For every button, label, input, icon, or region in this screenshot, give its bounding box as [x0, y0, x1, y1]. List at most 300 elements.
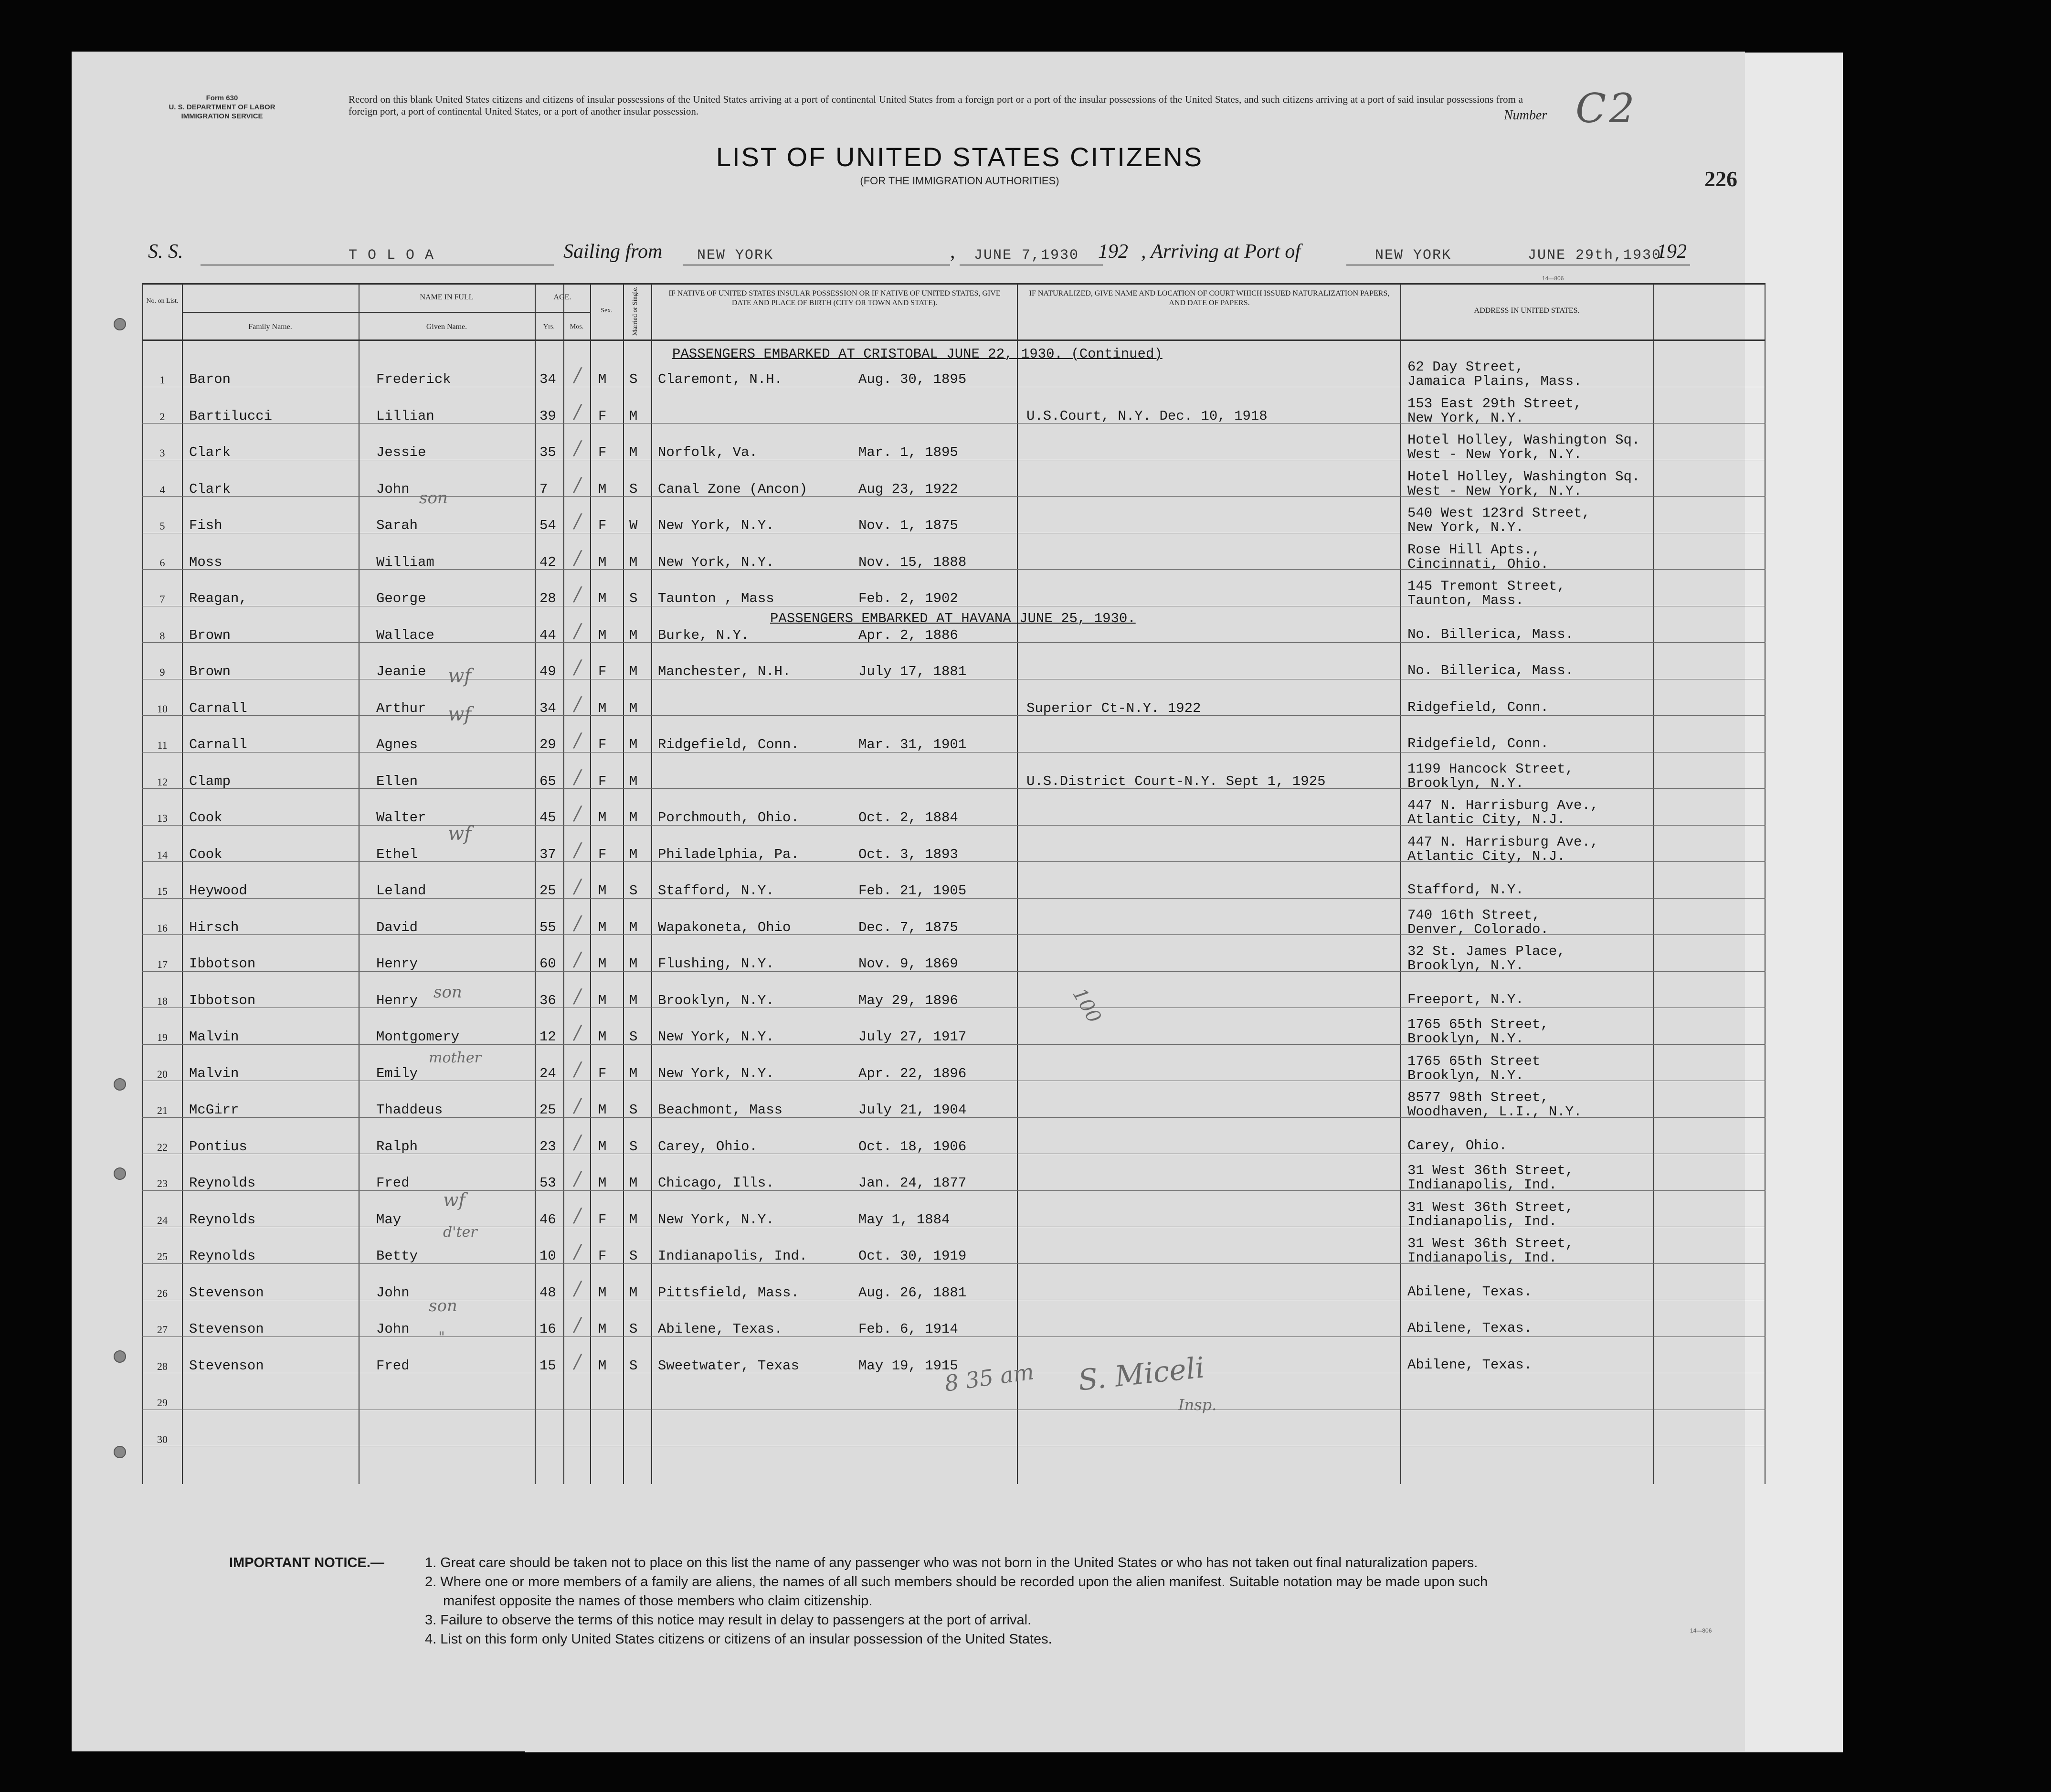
row-number: 11 — [157, 739, 168, 751]
row-number: 26 — [157, 1287, 168, 1299]
row-number: 8 — [159, 629, 165, 642]
check-mark: / — [574, 547, 581, 569]
birth-date-cell: Feb. 2, 1902 — [858, 591, 958, 606]
sex-cell: F — [598, 518, 607, 533]
sex-cell: M — [598, 481, 607, 497]
age-years-cell: 25 — [539, 1102, 556, 1118]
sex-cell: M — [598, 1138, 607, 1155]
birth-place-cell: Beachmont, Mass — [658, 1102, 783, 1118]
printer-mark-top: 14—806 — [1542, 275, 1564, 282]
binding-hole — [114, 1078, 126, 1091]
birth-date-cell: Feb. 6, 1914 — [858, 1321, 958, 1337]
page-number: 226 — [1704, 167, 1737, 191]
page-subtitle: (FOR THE IMMIGRATION AUTHORITIES) — [860, 175, 1059, 187]
address-line-2: Atlantic City, N.J. — [1407, 848, 1565, 864]
birth-place-cell: Manchester, N.H. — [658, 664, 791, 679]
birth-date-cell: May 1, 1884 — [858, 1211, 950, 1228]
birth-place-cell: Pittsfield, Mass. — [658, 1284, 799, 1301]
address-line-2: Brooklyn, N.Y. — [1407, 1067, 1524, 1083]
address-line-1: 32 St. James Place, — [1407, 944, 1565, 959]
sex-cell: F — [598, 1065, 607, 1082]
col-rule — [651, 283, 652, 1484]
col-rule — [1400, 283, 1401, 1484]
header-naturalized: IF NATURALIZED, GIVE NAME AND LOCATION OF COURT WHICH ISSUED NATURALIZATION PAPERS, AND DATE OF PAPERS. — [1029, 289, 1390, 307]
sex-cell: M — [598, 810, 607, 826]
age-years-cell: 55 — [539, 919, 556, 935]
age-years-cell: 60 — [539, 956, 556, 972]
arrival-date: JUNE 29th,1930 — [1528, 247, 1662, 264]
binding-hole — [114, 1350, 126, 1363]
age-years-cell: 37 — [539, 846, 556, 862]
check-mark: / — [574, 730, 581, 752]
given-name-cell: Fred — [376, 1175, 410, 1191]
marital-status-cell: M — [629, 627, 638, 643]
address-line-2: Woodhaven, L.I., N.Y. — [1407, 1104, 1582, 1120]
section-cristobal: PASSENGERS EMBARKED AT CRISTOBAL JUNE 22, 1930. (Continued) — [672, 346, 1163, 362]
age-years-cell: 46 — [539, 1211, 556, 1228]
header-months: Mos. — [570, 323, 584, 330]
age-years-cell: 36 — [539, 992, 556, 1008]
address-line-1: No. Billerica, Mass. — [1407, 626, 1574, 642]
birth-date-cell: July 17, 1881 — [858, 664, 967, 679]
birth-place-cell: Porchmouth, Ohio. — [658, 810, 799, 826]
birth-date-cell: Apr. 2, 1886 — [858, 627, 958, 643]
given-name-cell: Ethel — [376, 846, 418, 862]
marital-status-cell: S — [629, 1357, 638, 1374]
address-line-1: Ridgefield, Conn. — [1407, 699, 1549, 715]
service-name: IMMIGRATION SERVICE — [181, 112, 263, 120]
row-number: 4 — [159, 483, 165, 496]
address-line-2: Brooklyn, N.Y. — [1407, 958, 1524, 974]
family-name-cell: Moss — [189, 554, 222, 570]
age-years-cell: 24 — [539, 1065, 556, 1082]
marital-status-cell: M — [629, 1065, 638, 1082]
given-name-cell: John — [376, 1321, 410, 1337]
family-name-cell: Brown — [189, 627, 231, 643]
note-son: son — [429, 1296, 457, 1315]
notice-label: IMPORTANT NOTICE.— — [229, 1555, 384, 1570]
age-years-cell: 54 — [539, 518, 556, 533]
col-rule — [590, 283, 591, 1484]
check-mark: / — [574, 1168, 581, 1190]
check-mark: / — [574, 985, 581, 1007]
notice-item-4: 4. List on this form only United States citizens or citizens of an insular possession of the United States. — [425, 1632, 1052, 1647]
age-years-cell: 53 — [539, 1175, 556, 1191]
family-name-cell: Brown — [189, 664, 231, 679]
row-number: 20 — [157, 1068, 168, 1080]
name-subheader-rule — [182, 312, 535, 313]
age-years-cell: 16 — [539, 1321, 556, 1337]
family-name-cell: Hirsch — [189, 919, 239, 935]
note-son: son — [433, 983, 462, 1002]
age-years-cell: 45 — [539, 810, 556, 826]
row-number: 1 — [159, 374, 165, 386]
note-daughter: d'ter — [443, 1224, 477, 1241]
marital-status-cell: W — [629, 518, 638, 533]
birth-date-cell: Oct. 18, 1906 — [858, 1138, 967, 1155]
family-name-cell: Reynolds — [189, 1211, 256, 1228]
given-name-cell: Thaddeus — [376, 1102, 443, 1118]
check-mark: / — [574, 803, 581, 825]
given-name-cell: George — [376, 591, 426, 606]
col-rule — [142, 283, 143, 1484]
row-number: 18 — [157, 995, 168, 1007]
sex-cell: F — [598, 445, 607, 460]
header-address: ADDRESS IN UNITED STATES. — [1474, 307, 1580, 315]
family-name-cell: Stevenson — [189, 1357, 264, 1374]
marital-status-cell: M — [629, 773, 638, 789]
age-years-cell: 29 — [539, 737, 556, 753]
birth-date-cell: May 29, 1896 — [858, 992, 958, 1008]
birth-date-cell: Nov. 1, 1875 — [858, 518, 958, 533]
check-mark: / — [574, 1277, 581, 1300]
age-years-cell: 65 — [539, 773, 556, 789]
sex-cell: F — [598, 773, 607, 789]
comma-1: , — [950, 241, 955, 263]
marital-status-cell: M — [629, 1284, 638, 1301]
row-number: 7 — [159, 593, 165, 605]
check-mark: / — [574, 1314, 581, 1336]
marital-status-cell: M — [629, 846, 638, 862]
sex-cell: F — [598, 664, 607, 679]
header-top-rule — [142, 283, 1766, 285]
notice-item-2: 2. Where one or more members of a family are aliens, the names of all such members should be recorded upon the alien manifest. Suitable notation may be made upon such — [425, 1574, 1488, 1590]
check-mark: / — [574, 1022, 581, 1044]
col-rule — [1653, 283, 1654, 1484]
age-years-cell: 12 — [539, 1029, 556, 1045]
sex-cell: F — [598, 1248, 607, 1264]
birth-place-cell: Claremont, N.H. — [658, 371, 783, 387]
sex-cell: F — [598, 737, 607, 753]
check-mark: / — [574, 437, 581, 459]
birth-place-cell: Philadelphia, Pa. — [658, 846, 799, 862]
family-name-cell: Clamp — [189, 773, 231, 789]
family-name-cell: Reagan, — [189, 591, 247, 606]
sex-cell: M — [598, 956, 607, 972]
birth-date-cell: Aug 23, 1922 — [858, 481, 958, 497]
check-mark: / — [574, 583, 581, 605]
header-married-single: Married or Single. — [632, 286, 639, 336]
col-rule — [623, 283, 624, 1484]
birth-date-cell: Nov. 9, 1869 — [858, 956, 958, 972]
given-name-cell: Jessie — [376, 445, 426, 460]
header-birth: IF NATIVE OF UNITED STATES INSULAR POSSESSION OR IF NATIVE OF UNITED STATES, GIVE DATE AND PLACE OF BIRTH (CITY OR TOWN AND STATE). — [668, 289, 1001, 307]
birth-place-cell: New York, N.Y. — [658, 1211, 774, 1228]
birth-place-cell: Taunton , Mass — [658, 591, 774, 606]
address-line-2: Jamaica Plains, Mass. — [1407, 373, 1582, 389]
birth-place-cell: Canal Zone (Ancon) — [658, 481, 808, 497]
given-name-cell: Montgomery — [376, 1029, 460, 1045]
sex-cell: M — [598, 883, 607, 899]
age-years-cell: 42 — [539, 554, 556, 570]
header-sex: Sex. — [601, 307, 613, 314]
address-line-1: 153 East 29th Street, — [1407, 395, 1582, 412]
list-number-handwritten: C2 — [1575, 85, 1638, 132]
birth-date-cell: Apr. 22, 1896 — [858, 1065, 967, 1082]
row-number: 14 — [157, 848, 168, 861]
marital-status-cell: M — [629, 664, 638, 679]
given-name-cell: Betty — [376, 1248, 418, 1264]
address-line-2: Indianapolis, Ind. — [1407, 1177, 1557, 1193]
family-name-cell: Clark — [189, 481, 231, 497]
arrival-port: NEW YORK — [1375, 247, 1452, 264]
sex-cell: M — [598, 992, 607, 1008]
family-name-cell: Malvin — [189, 1029, 239, 1045]
sex-cell: M — [598, 1102, 607, 1118]
check-mark: / — [574, 474, 581, 496]
birth-date-cell: Jan. 24, 1877 — [858, 1175, 967, 1191]
address-line-1: 540 West 123rd Street, — [1407, 505, 1590, 521]
sailing-from-label: Sailing from — [563, 241, 663, 263]
age-years-cell: 23 — [539, 1138, 556, 1155]
sex-cell: M — [598, 1357, 607, 1374]
given-name-cell: Fred — [376, 1357, 410, 1374]
address-line-1: Carey, Ohio. — [1407, 1137, 1507, 1154]
row-number: 3 — [159, 447, 165, 459]
header-family-name: Family Name. — [248, 323, 292, 331]
header-age: AGE. — [553, 293, 571, 301]
sailing-date: JUNE 7,1930 — [974, 247, 1079, 264]
ss-label: S. S. — [148, 241, 183, 263]
row-number: 24 — [157, 1214, 168, 1226]
check-mark: / — [574, 657, 581, 679]
family-name-cell: Pontius — [189, 1138, 247, 1155]
naturalization-court-cell: Superior Ct-N.Y. 1922 — [1026, 700, 1201, 716]
birth-place-cell: Flushing, N.Y. — [658, 956, 774, 972]
age-years-cell: 34 — [539, 700, 556, 716]
section-havana: PASSENGERS EMBARKED AT HAVANA JUNE 25, 1930. — [770, 611, 1136, 626]
given-name-cell: Walter — [376, 810, 426, 826]
birth-date-cell: Feb. 21, 1905 — [858, 883, 967, 899]
birth-place-cell: Brooklyn, N.Y. — [658, 992, 774, 1008]
sex-cell: M — [598, 1284, 607, 1301]
given-name-cell: Sarah — [376, 518, 418, 533]
address-line-2: Brooklyn, N.Y. — [1407, 1031, 1524, 1047]
marital-status-cell: M — [629, 445, 638, 460]
birth-place-cell: New York, N.Y. — [658, 518, 774, 533]
address-line-1: Hotel Holley, Washington Sq. — [1407, 432, 1640, 448]
address-line-1: 145 Tremont Street, — [1407, 578, 1565, 594]
marital-status-cell: M — [629, 408, 638, 424]
col-rule — [182, 283, 183, 1484]
given-name-cell: Frederick — [376, 371, 451, 387]
given-name-cell: Henry — [376, 956, 418, 972]
age-years-cell: 10 — [539, 1248, 556, 1264]
sex-cell: M — [598, 919, 607, 935]
family-name-cell: McGirr — [189, 1102, 239, 1118]
given-name-cell: David — [376, 919, 418, 935]
row-number: 15 — [157, 885, 168, 897]
sex-cell: M — [598, 700, 607, 716]
address-line-2: Taunton, Mass. — [1407, 593, 1524, 608]
birth-date-cell: Nov. 15, 1888 — [858, 554, 967, 570]
row-number: 10 — [157, 702, 168, 715]
address-line-2: New York, N.Y. — [1407, 520, 1524, 535]
family-name-cell: Stevenson — [189, 1284, 264, 1301]
address-line-1: Rose Hill Apts., — [1407, 541, 1541, 558]
row-number: 21 — [157, 1104, 168, 1116]
note-wife: wf — [448, 665, 472, 687]
birth-place-cell: Wapakoneta, Ohio — [658, 919, 791, 935]
address-line-1: Ridgefield, Conn. — [1407, 736, 1549, 752]
naturalization-court-cell: U.S.District Court-N.Y. Sept 1, 1925 — [1026, 773, 1326, 789]
marital-status-cell: S — [629, 1248, 638, 1264]
age-years-cell: 34 — [539, 371, 556, 387]
given-name-cell: Ralph — [376, 1138, 418, 1155]
ship-name: T O L O A — [349, 247, 435, 264]
address-line-2: New York, N.Y. — [1407, 410, 1524, 426]
row-number: 5 — [159, 520, 165, 532]
check-mark: / — [574, 876, 581, 898]
sex-cell: F — [598, 846, 607, 862]
age-years-cell: 44 — [539, 627, 556, 643]
col-rule — [1017, 283, 1018, 1484]
row-number: 23 — [157, 1177, 168, 1189]
family-name-cell: Stevenson — [189, 1321, 264, 1337]
birth-date-cell: Oct. 2, 1884 — [858, 810, 958, 826]
family-name-cell: Cook — [189, 846, 222, 862]
binding-hole — [114, 1167, 126, 1180]
header-given-name: Given Name. — [426, 323, 467, 331]
address-line-1: Freeport, N.Y. — [1407, 991, 1524, 1007]
form-identifier — [153, 94, 291, 121]
form-number: Form 630 — [206, 94, 238, 102]
given-name-cell: William — [376, 554, 434, 570]
marital-status-cell: S — [629, 371, 638, 387]
given-name-cell: Wallace — [376, 627, 434, 643]
check-mark: / — [574, 620, 581, 642]
age-years-cell: 15 — [539, 1357, 556, 1374]
address-line-1: 8577 98th Street, — [1407, 1090, 1549, 1105]
note-mother: mother — [429, 1050, 481, 1066]
note-ditto: " — [438, 1329, 445, 1346]
family-name-cell: Ibbotson — [189, 956, 256, 972]
row-number: 16 — [157, 922, 168, 934]
age-years-cell: 28 — [539, 591, 556, 606]
notice-item-3: 3. Failure to observe the terms of this notice may result in delay to passengers at the port of arrival. — [425, 1612, 1032, 1628]
birth-date-cell: Aug. 26, 1881 — [858, 1284, 967, 1301]
age-years-cell: 25 — [539, 883, 556, 899]
birth-date-cell: Mar. 31, 1901 — [858, 737, 967, 753]
given-name-cell: May — [376, 1211, 402, 1228]
address-line-1: 62 Day Street, — [1407, 359, 1524, 375]
age-years-cell: 49 — [539, 664, 556, 679]
check-mark: / — [574, 364, 581, 386]
address-line-1: 740 16th Street, — [1407, 907, 1541, 923]
row-number: 30 — [157, 1433, 168, 1445]
check-mark: / — [574, 1131, 581, 1154]
sex-cell: M — [598, 1175, 607, 1191]
birth-date-cell: Aug. 30, 1895 — [858, 371, 967, 387]
marital-status-cell: M — [629, 700, 638, 716]
address-line-1: 31 West 36th Street, — [1407, 1236, 1574, 1251]
arrival-time: 8 35 am — [943, 1358, 1036, 1397]
inspector-title: Insp. — [1178, 1396, 1217, 1414]
marital-status-cell: M — [629, 1211, 638, 1228]
page-title: LIST OF UNITED STATES CITIZENS — [716, 142, 1204, 172]
intro-instructions: Record on this blank United States citizens and citizens of insular possessions of the United States arriving at a port of continental United States from a foreign port or a port of the insular possessions of the United States, and such citizens arriving at a port of said insular possessions from a foreign port, a port of continental United States, or a port of another insular possession. — [349, 94, 1523, 117]
sex-cell: F — [598, 1211, 607, 1228]
given-name-cell: Jeanie — [376, 664, 426, 679]
family-name-cell: Heywood — [189, 883, 247, 899]
check-mark: / — [574, 1350, 581, 1373]
address-line-1: 31 West 36th Street, — [1407, 1199, 1574, 1215]
address-line-1: Abilene, Texas. — [1407, 1320, 1533, 1336]
row-number: 2 — [159, 410, 165, 423]
stamp-number: 100 — [1068, 984, 1106, 1027]
birth-place-cell: Abilene, Texas. — [658, 1321, 783, 1337]
notice-item-1: 1. Great care should be taken not to place on this list the name of any passenger who was not born in the United States or who has not taken out final naturalization papers. — [425, 1555, 1478, 1570]
row-number: 9 — [159, 666, 165, 678]
marital-status-cell: M — [629, 956, 638, 972]
age-subheader-rule — [535, 312, 590, 313]
check-mark: / — [574, 1058, 581, 1081]
marital-status-cell: M — [629, 554, 638, 570]
row-number: 29 — [157, 1397, 168, 1409]
address-line-2: Atlantic City, N.J. — [1407, 812, 1565, 827]
family-name-cell: Clark — [189, 445, 231, 460]
sailing-port: NEW YORK — [697, 247, 774, 264]
sex-cell: F — [598, 408, 607, 424]
age-years-cell: 39 — [539, 408, 556, 424]
address-line-2: Denver, Colorado. — [1407, 921, 1549, 937]
marital-status-cell: S — [629, 883, 638, 899]
family-name-cell: Malvin — [189, 1065, 239, 1082]
number-label: Number — [1504, 108, 1547, 123]
passenger-table — [142, 283, 1766, 1484]
marital-status-cell: M — [629, 992, 638, 1008]
note-wife: wf — [443, 1189, 465, 1210]
check-mark: / — [574, 912, 581, 934]
family-name-cell: Carnall — [189, 737, 247, 753]
manifest-page — [72, 52, 1745, 1751]
sex-cell: M — [598, 554, 607, 570]
marital-status-cell: S — [629, 1138, 638, 1155]
birth-place-cell: Burke, N.Y. — [658, 627, 750, 643]
sex-cell: M — [598, 1029, 607, 1045]
row-number: 19 — [157, 1031, 168, 1043]
age-years-cell: 48 — [539, 1284, 556, 1301]
sex-cell: M — [598, 371, 607, 387]
row-number: 17 — [157, 958, 168, 970]
check-mark: / — [574, 1241, 581, 1263]
department-name: U. S. DEPARTMENT OF LABOR — [169, 103, 275, 111]
family-name-cell: Cook — [189, 810, 222, 826]
row-number: 27 — [157, 1324, 168, 1336]
birth-place-cell: Norfolk, Va. — [658, 445, 758, 460]
birth-place-cell: Indianapolis, Ind. — [658, 1248, 808, 1264]
row-number: 12 — [157, 775, 168, 788]
address-line-1: 1765 65th Street — [1407, 1053, 1541, 1069]
family-name-cell: Reynolds — [189, 1248, 256, 1264]
birth-date-cell: Mar. 1, 1895 — [858, 445, 958, 460]
birth-date-cell: July 21, 1904 — [858, 1102, 967, 1118]
address-line-2: Cincinnati, Ohio. — [1407, 556, 1549, 572]
check-mark: / — [574, 949, 581, 971]
marital-status-cell: M — [629, 919, 638, 935]
header-bottom-rule — [142, 339, 1766, 341]
header-years: Yrs. — [543, 323, 555, 330]
birth-place-cell: New York, N.Y. — [658, 1029, 774, 1045]
note-wife: wf — [448, 703, 472, 725]
birth-place-cell: Ridgefield, Conn. — [658, 737, 799, 753]
birth-date-cell: July 27, 1917 — [858, 1029, 967, 1045]
given-name-cell: Emily — [376, 1065, 418, 1082]
age-years-cell: 7 — [539, 481, 548, 497]
printer-mark-bottom: 14—806 — [1690, 1627, 1712, 1634]
sex-cell: M — [598, 627, 607, 643]
inspector-signature: S. Miceli — [1077, 1351, 1206, 1398]
